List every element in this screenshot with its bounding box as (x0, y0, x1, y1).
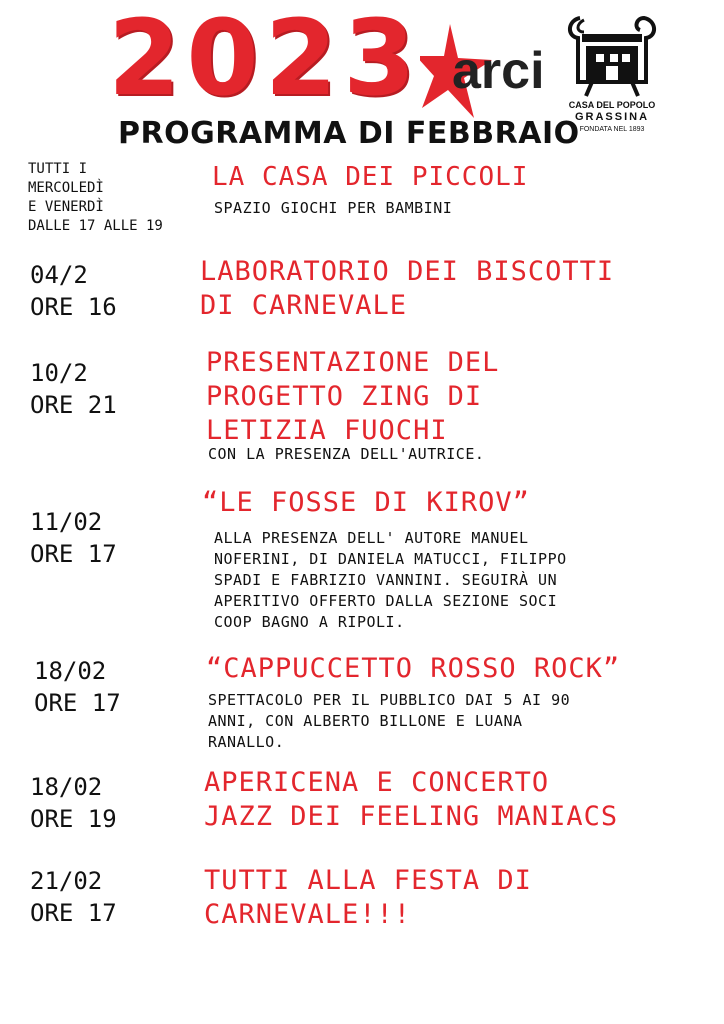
title-line: PROGETTO ZING DI (206, 381, 483, 412)
title-line: CARNEVALE!!! (204, 899, 412, 930)
arci-star-logo (420, 22, 550, 122)
event-date: 18/02 (34, 657, 107, 685)
event-title (200, 255, 614, 323)
title-line: PRESENTAZIONE DEL (206, 347, 500, 378)
year-heading: 2023 (108, 0, 422, 119)
event-time: ORE 17 (30, 540, 117, 568)
event-description: CON LA PRESENZA DELL'AUTRICE. (208, 445, 485, 463)
event-time: ORE 17 (30, 899, 117, 927)
title-line: APERICENA E CONCERTO (204, 767, 550, 798)
page-title: PROGRAMMA DI FEBBRAIO (118, 116, 580, 151)
schedule-line: E VENERDÌ (28, 199, 104, 215)
event-date: 11/02 (30, 508, 103, 536)
description-line: COOP BAGNO A RIPOLI. (214, 613, 405, 631)
event-title (204, 766, 618, 834)
event-time: ORE 19 (30, 805, 117, 833)
event-time: ORE 21 (30, 391, 117, 419)
description-line: SPETTACOLO PER IL PUBBLICO DAI 5 AI 90 (208, 691, 571, 709)
event-date: 04/2 (30, 261, 88, 289)
event-time: ORE 16 (30, 293, 117, 321)
schedule-line: MERCOLEDÌ (28, 180, 104, 196)
description-line: APERITIVO OFFERTO DALLA SEZIONE SOCI (214, 592, 558, 610)
description-line: SPADI E FABRIZIO VANNINI. SEGUIRÀ UN (214, 571, 558, 589)
title-line: JAZZ DEI FEELING MANIACS (204, 801, 619, 832)
event-title: “LE FOSSE DI KIROV” (202, 487, 530, 518)
event-date: 21/02 (30, 867, 103, 895)
description-line: RANALLO. (208, 733, 285, 751)
event-title: LA CASA DEI PICCOLI (212, 162, 529, 192)
arci-logo-text: arci (452, 42, 545, 100)
event-schedule-text (28, 160, 163, 236)
event-time: ORE 17 (34, 689, 121, 717)
casa-logo-line3: FONDATA NEL 1893 (579, 126, 645, 133)
description-line: NOFERINI, DI DANIELA MATUCCI, FILIPPO (214, 550, 567, 568)
description-line: ALLA PRESENZA DELL' AUTORE MANUEL (214, 529, 529, 547)
title-line: TUTTI ALLA FESTA DI (204, 865, 532, 896)
schedule-line: TUTTI I (28, 161, 88, 177)
description-line: ANNI, CON ALBERTO BILLONE E LUANA (208, 712, 523, 730)
title-line: DI CARNEVALE (200, 290, 408, 321)
event-title: “CAPPUCCETTO ROSSO ROCK” (206, 653, 621, 684)
event-date: 10/2 (30, 359, 88, 387)
event-description (208, 690, 570, 753)
event-description: SPAZIO GIOCHI PER BAMBINI (214, 199, 453, 217)
casa-logo-line1: CASA DEL POPOLO (568, 100, 656, 110)
event-title (206, 346, 499, 448)
event-description (214, 528, 567, 633)
schedule-line: DALLE 17 ALLE 19 (28, 218, 163, 234)
event-title (204, 864, 532, 932)
title-line: LABORATORIO DEI BISCOTTI (200, 256, 615, 287)
event-date: 18/02 (30, 773, 103, 801)
title-line: LETIZIA FUOCHI (206, 415, 448, 446)
casa-logo-line2: GRASSINA (574, 111, 650, 123)
